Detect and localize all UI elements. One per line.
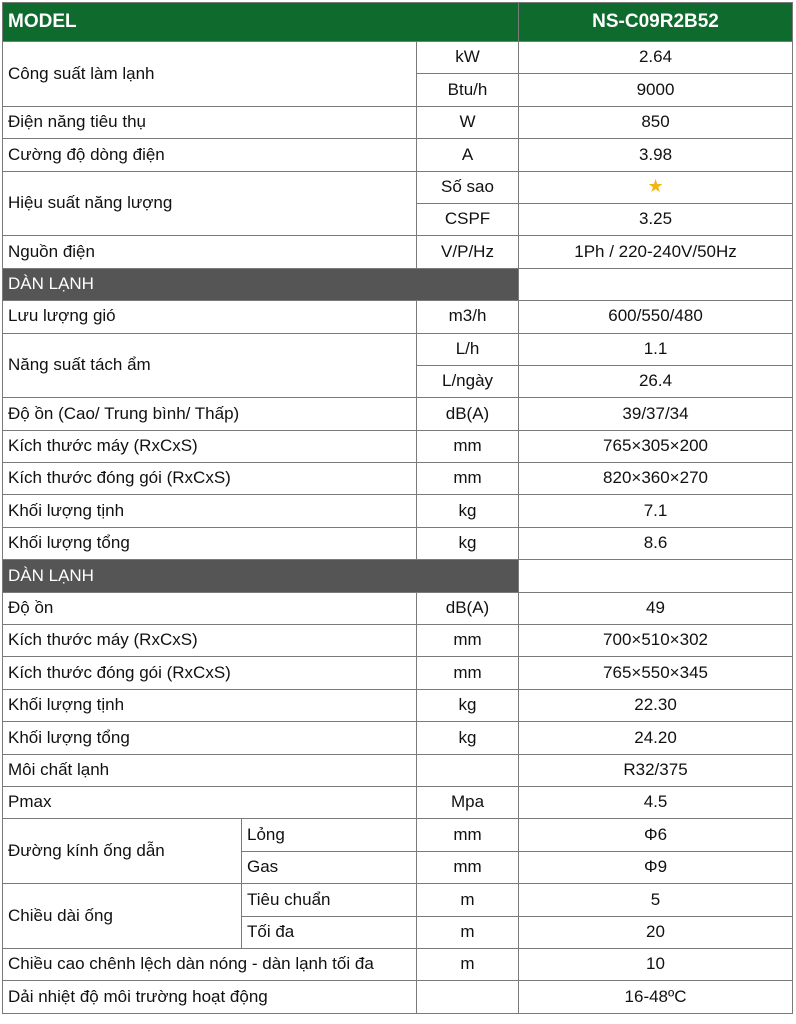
table-row xyxy=(3,527,793,559)
row-unit: m3/h xyxy=(417,301,519,333)
row-value: 4.5 xyxy=(519,786,793,818)
row-value: 2.64 xyxy=(519,42,793,74)
table-row xyxy=(3,625,793,657)
row-label: Đường kính ống dẫn xyxy=(3,819,242,884)
row-value: 1.1 xyxy=(519,333,793,365)
row-unit: Btu/h xyxy=(417,74,519,106)
row-value: 39/37/34 xyxy=(519,398,793,430)
row-label: Năng suất tách ẩm xyxy=(3,333,417,398)
row-label: Khối lượng tịnh xyxy=(3,689,417,721)
table-row xyxy=(3,42,793,74)
row-unit: kg xyxy=(417,722,519,754)
row-label: Khối lượng tổng xyxy=(3,722,417,754)
row-unit: W xyxy=(417,106,519,138)
spec-table xyxy=(2,2,793,1014)
row-unit: mm xyxy=(417,819,519,851)
row-label: Môi chất lạnh xyxy=(3,754,417,786)
row-label: Kích thước máy (RxCxS) xyxy=(3,625,417,657)
row-value: R32/375 xyxy=(519,754,793,786)
row-value: 600/550/480 xyxy=(519,301,793,333)
row-unit: m xyxy=(417,948,519,980)
table-row xyxy=(3,463,793,495)
row-unit: A xyxy=(417,139,519,171)
row-value: 765×550×345 xyxy=(519,657,793,689)
row-value: 3.25 xyxy=(519,203,793,235)
row-value xyxy=(519,171,793,203)
row-label: Kích thước đóng gói (RxCxS) xyxy=(3,463,417,495)
row-value: 9000 xyxy=(519,74,793,106)
table-row xyxy=(3,948,793,980)
section-blank xyxy=(519,268,793,300)
row-value: 22.30 xyxy=(519,689,793,721)
row-label: Chiều dài ống xyxy=(3,884,242,949)
row-unit: mm xyxy=(417,851,519,883)
table-row xyxy=(3,430,793,462)
table-row xyxy=(3,139,793,171)
row-value: 7.1 xyxy=(519,495,793,527)
row-label: Hiệu suất năng lượng xyxy=(3,171,417,236)
table-row xyxy=(3,236,793,268)
row-value: 20 xyxy=(519,916,793,948)
table-row xyxy=(3,495,793,527)
row-unit: V/P/Hz xyxy=(417,236,519,268)
row-unit: mm xyxy=(417,625,519,657)
row-label: Nguồn điện xyxy=(3,236,417,268)
row-unit: dB(A) xyxy=(417,398,519,430)
row-unit: Mpa xyxy=(417,786,519,818)
section-blank xyxy=(519,560,793,592)
row-label: Kích thước máy (RxCxS) xyxy=(3,430,417,462)
row-value: 3.98 xyxy=(519,139,793,171)
row-unit: CSPF xyxy=(417,203,519,235)
table-row xyxy=(3,689,793,721)
row-value: 49 xyxy=(519,592,793,624)
row-value: 5 xyxy=(519,884,793,916)
row-unit: m xyxy=(417,916,519,948)
table-row xyxy=(3,171,793,203)
section-title: DÀN LẠNH xyxy=(3,268,519,300)
table-row xyxy=(3,981,793,1013)
row-unit: dB(A) xyxy=(417,592,519,624)
row-label: Điện năng tiêu thụ xyxy=(3,106,417,138)
section-row xyxy=(3,268,793,300)
row-unit: L/h xyxy=(417,333,519,365)
row-sublabel: Tiêu chuẩn xyxy=(242,884,417,916)
table-row xyxy=(3,592,793,624)
table-row xyxy=(3,657,793,689)
table-row xyxy=(3,819,793,851)
row-unit: m xyxy=(417,884,519,916)
row-sublabel: Lỏng xyxy=(242,819,417,851)
table-row xyxy=(3,722,793,754)
table-row xyxy=(3,398,793,430)
row-value: 24.20 xyxy=(519,722,793,754)
row-sublabel: Tối đa xyxy=(242,916,417,948)
row-sublabel: Gas xyxy=(242,851,417,883)
star-icon: ★ xyxy=(647,176,664,197)
row-value: 820×360×270 xyxy=(519,463,793,495)
row-label: Chiều cao chênh lệch dàn nóng - dàn lạnh tối đa xyxy=(3,948,417,980)
table-row xyxy=(3,786,793,818)
row-label: Cường độ dòng điện xyxy=(3,139,417,171)
row-unit: mm xyxy=(417,463,519,495)
row-label: Dải nhiệt độ môi trường hoạt động xyxy=(3,981,417,1013)
model-label: MODEL xyxy=(3,3,519,42)
row-value: Φ6 xyxy=(519,819,793,851)
row-unit: kW xyxy=(417,42,519,74)
section-row xyxy=(3,560,793,592)
row-unit: mm xyxy=(417,657,519,689)
model-number: NS-C09R2B52 xyxy=(519,3,793,42)
row-value: 765×305×200 xyxy=(519,430,793,462)
row-value: 700×510×302 xyxy=(519,625,793,657)
row-unit: Số sao xyxy=(417,171,519,203)
section-title: DÀN LẠNH xyxy=(3,560,519,592)
row-unit xyxy=(417,981,519,1013)
table-row xyxy=(3,301,793,333)
row-value: 16-48ºC xyxy=(519,981,793,1013)
table-row xyxy=(3,106,793,138)
header-row xyxy=(3,3,793,42)
row-value: 10 xyxy=(519,948,793,980)
row-unit: mm xyxy=(417,430,519,462)
row-unit: kg xyxy=(417,495,519,527)
row-label: Công suất làm lạnh xyxy=(3,42,417,107)
row-value: 850 xyxy=(519,106,793,138)
row-label: Khối lượng tịnh xyxy=(3,495,417,527)
row-value: 8.6 xyxy=(519,527,793,559)
row-value: Φ9 xyxy=(519,851,793,883)
row-label: Độ ồn (Cao/ Trung bình/ Thấp) xyxy=(3,398,417,430)
row-unit: kg xyxy=(417,527,519,559)
row-unit xyxy=(417,754,519,786)
row-label: Lưu lượng gió xyxy=(3,301,417,333)
row-label: Khối lượng tổng xyxy=(3,527,417,559)
row-label: Độ ồn xyxy=(3,592,417,624)
row-value: 26.4 xyxy=(519,365,793,397)
row-label: Kích thước đóng gói (RxCxS) xyxy=(3,657,417,689)
table-row xyxy=(3,754,793,786)
row-unit: L/ngày xyxy=(417,365,519,397)
row-unit: kg xyxy=(417,689,519,721)
table-row xyxy=(3,884,793,916)
table-row xyxy=(3,333,793,365)
row-label: Pmax xyxy=(3,786,417,818)
row-value: 1Ph / 220-240V/50Hz xyxy=(519,236,793,268)
